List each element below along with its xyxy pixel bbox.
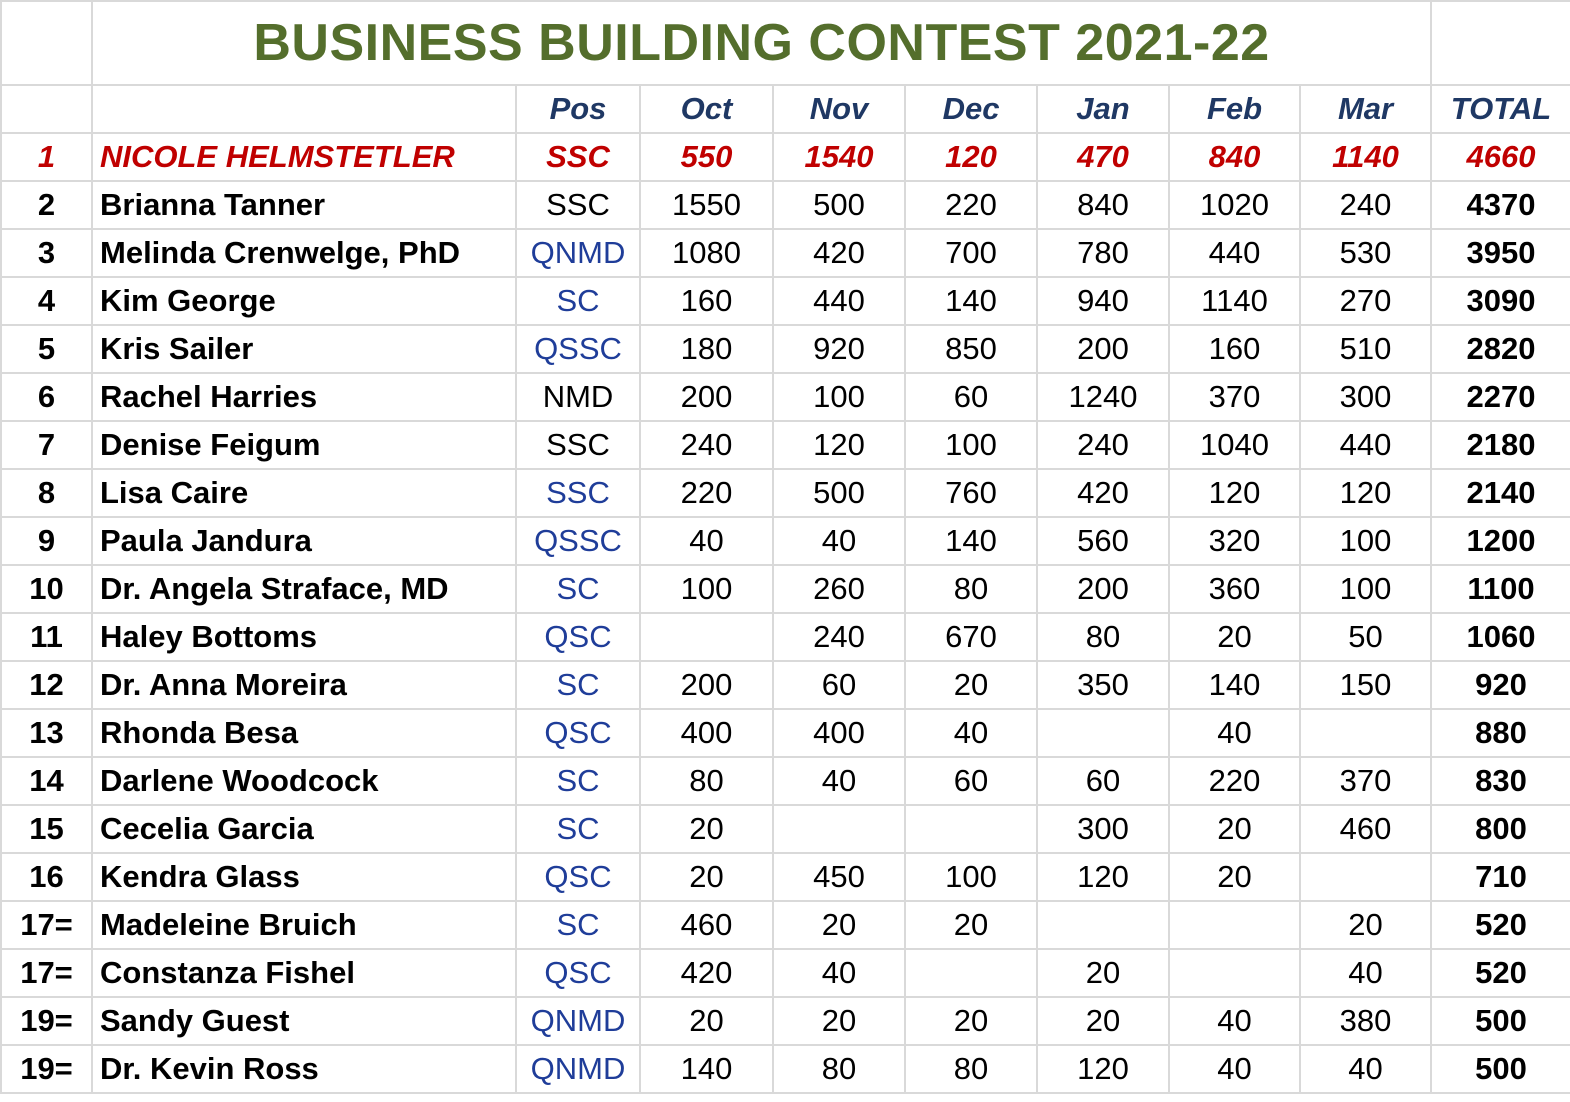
cell-dec[interactable]: 60 [905, 373, 1037, 421]
cell-mar[interactable]: 40 [1300, 949, 1431, 997]
cell-pos[interactable]: QNMD [516, 1045, 640, 1093]
cell-nov[interactable]: 40 [773, 949, 905, 997]
cell-mar[interactable]: 1140 [1300, 133, 1431, 181]
table-row [1, 661, 1570, 709]
cell-mar[interactable]: 40 [1300, 1045, 1431, 1093]
header-oct[interactable]: Oct [640, 85, 773, 133]
cell-nov[interactable]: 500 [773, 469, 905, 517]
cell-feb[interactable]: 40 [1169, 1045, 1300, 1093]
cell-name[interactable]: Denise Feigum [92, 421, 516, 469]
cell-total[interactable]: 2820 [1431, 325, 1570, 373]
cell-name[interactable]: Dr. Anna Moreira [92, 661, 516, 709]
header-pos[interactable]: Pos [516, 85, 640, 133]
cell-rank[interactable]: 1 [1, 133, 92, 181]
cell-name[interactable]: Dr. Kevin Ross [92, 1045, 516, 1093]
cell-pos[interactable]: QSSC [516, 517, 640, 565]
cell-name[interactable]: Darlene Woodcock [92, 757, 516, 805]
cell-oct[interactable]: 100 [640, 565, 773, 613]
cell-dec[interactable]: 700 [905, 229, 1037, 277]
cell-total[interactable]: 710 [1431, 853, 1570, 901]
cell-dec[interactable]: 850 [905, 325, 1037, 373]
cell-pos[interactable]: QSC [516, 949, 640, 997]
cell-nov[interactable]: 40 [773, 757, 905, 805]
cell-total[interactable]: 2140 [1431, 469, 1570, 517]
cell-nov[interactable]: 420 [773, 229, 905, 277]
cell-total[interactable]: 3950 [1431, 229, 1570, 277]
cell-oct[interactable]: 180 [640, 325, 773, 373]
cell-mar[interactable]: 240 [1300, 181, 1431, 229]
cell-jan[interactable]: 350 [1037, 661, 1169, 709]
cell-pos[interactable]: SSC [516, 181, 640, 229]
cell-rank[interactable]: 15 [1, 805, 92, 853]
cell-nov[interactable]: 450 [773, 853, 905, 901]
cell-jan[interactable]: 80 [1037, 613, 1169, 661]
header-total[interactable]: TOTAL [1431, 85, 1570, 133]
cell-mar[interactable]: 370 [1300, 757, 1431, 805]
cell-total[interactable]: 800 [1431, 805, 1570, 853]
cell-dec[interactable]: 80 [905, 565, 1037, 613]
cell-pos[interactable]: SC [516, 805, 640, 853]
cell-rank[interactable]: 11 [1, 613, 92, 661]
cell-feb[interactable]: 160 [1169, 325, 1300, 373]
header-dec[interactable]: Dec [905, 85, 1037, 133]
cell-feb[interactable]: 20 [1169, 853, 1300, 901]
cell-name[interactable]: Dr. Angela Straface, MD [92, 565, 516, 613]
cell-name[interactable]: Melinda Crenwelge, PhD [92, 229, 516, 277]
cell-feb[interactable]: 1140 [1169, 277, 1300, 325]
table-row [1, 949, 1570, 997]
cell-mar[interactable]: 50 [1300, 613, 1431, 661]
cell-pos[interactable]: QSC [516, 613, 640, 661]
cell-oct[interactable]: 200 [640, 661, 773, 709]
cell-jan[interactable]: 120 [1037, 853, 1169, 901]
cell-jan[interactable]: 940 [1037, 277, 1169, 325]
cell-total[interactable]: 3090 [1431, 277, 1570, 325]
cell-name[interactable]: Kim George [92, 277, 516, 325]
cell-pos[interactable]: SSC [516, 421, 640, 469]
table-row [1, 325, 1570, 373]
cell-oct[interactable]: 20 [640, 997, 773, 1045]
cell-rank[interactable]: 19= [1, 997, 92, 1045]
cell[interactable] [1, 85, 92, 133]
cell-nov[interactable]: 80 [773, 1045, 905, 1093]
cell-rank[interactable]: 5 [1, 325, 92, 373]
table-row [1, 805, 1570, 853]
cell-feb[interactable]: 840 [1169, 133, 1300, 181]
cell-feb[interactable]: 370 [1169, 373, 1300, 421]
cell-mar[interactable]: 380 [1300, 997, 1431, 1045]
cell-total[interactable]: 1060 [1431, 613, 1570, 661]
header-mar[interactable]: Mar [1300, 85, 1431, 133]
cell-oct[interactable]: 40 [640, 517, 773, 565]
cell-name[interactable]: Constanza Fishel [92, 949, 516, 997]
cell-rank[interactable]: 17= [1, 949, 92, 997]
header-nov[interactable]: Nov [773, 85, 905, 133]
cell-jan[interactable]: 200 [1037, 325, 1169, 373]
cell-dec[interactable]: 20 [905, 997, 1037, 1045]
cell-total[interactable]: 1200 [1431, 517, 1570, 565]
cell-jan[interactable]: 560 [1037, 517, 1169, 565]
cell-mar[interactable]: 20 [1300, 901, 1431, 949]
cell-jan[interactable]: 470 [1037, 133, 1169, 181]
cell-pos[interactable]: SC [516, 565, 640, 613]
cell-name[interactable]: Brianna Tanner [92, 181, 516, 229]
cell-total[interactable]: 520 [1431, 949, 1570, 997]
cell-feb[interactable]: 220 [1169, 757, 1300, 805]
cell-pos[interactable]: SC [516, 277, 640, 325]
table-row [1, 277, 1570, 325]
cell-rank[interactable]: 9 [1, 517, 92, 565]
cell-rank[interactable]: 16 [1, 853, 92, 901]
table-row [1, 133, 1570, 181]
cell-jan[interactable]: 420 [1037, 469, 1169, 517]
cell-mar[interactable]: 150 [1300, 661, 1431, 709]
cell-nov[interactable]: 400 [773, 709, 905, 757]
cell-nov[interactable]: 120 [773, 421, 905, 469]
header-feb[interactable]: Feb [1169, 85, 1300, 133]
cell-oct[interactable]: 1550 [640, 181, 773, 229]
cell-oct[interactable]: 400 [640, 709, 773, 757]
cell-feb[interactable]: 40 [1169, 997, 1300, 1045]
cell-mar[interactable]: 120 [1300, 469, 1431, 517]
cell[interactable] [1, 1, 92, 85]
cell-name[interactable]: Rhonda Besa [92, 709, 516, 757]
cell-dec[interactable]: 140 [905, 517, 1037, 565]
cell-feb[interactable]: 1040 [1169, 421, 1300, 469]
table-row [1, 517, 1570, 565]
table-row [1, 421, 1570, 469]
cell-oct[interactable]: 460 [640, 901, 773, 949]
cell-rank[interactable]: 3 [1, 229, 92, 277]
cell-name[interactable]: Rachel Harries [92, 373, 516, 421]
cell-dec[interactable] [905, 805, 1037, 853]
cell-mar[interactable]: 530 [1300, 229, 1431, 277]
cell-total[interactable]: 920 [1431, 661, 1570, 709]
header-jan[interactable]: Jan [1037, 85, 1169, 133]
cell-total[interactable]: 1100 [1431, 565, 1570, 613]
cell-name[interactable]: Haley Bottoms [92, 613, 516, 661]
cell-nov[interactable]: 40 [773, 517, 905, 565]
cell-pos[interactable]: SSC [516, 133, 640, 181]
cell-jan[interactable]: 780 [1037, 229, 1169, 277]
cell-dec[interactable]: 80 [905, 1045, 1037, 1093]
cell-mar[interactable]: 510 [1300, 325, 1431, 373]
cell-dec[interactable]: 60 [905, 757, 1037, 805]
cell-name[interactable]: Madeleine Bruich [92, 901, 516, 949]
cell-pos[interactable]: QSSC [516, 325, 640, 373]
table-row [1, 565, 1570, 613]
cell-jan[interactable]: 840 [1037, 181, 1169, 229]
cell-oct[interactable]: 20 [640, 853, 773, 901]
table-row [1, 469, 1570, 517]
cell-feb[interactable]: 20 [1169, 805, 1300, 853]
sheet-title[interactable]: BUSINESS BUILDING CONTEST 2021-22 [92, 1, 1431, 85]
cell-feb[interactable] [1169, 901, 1300, 949]
cell-rank[interactable]: 4 [1, 277, 92, 325]
table-row [1, 853, 1570, 901]
cell-total[interactable]: 2180 [1431, 421, 1570, 469]
cell-name[interactable]: Kris Sailer [92, 325, 516, 373]
table-row [1, 229, 1570, 277]
cell-nov[interactable]: 60 [773, 661, 905, 709]
table-row [1, 997, 1570, 1045]
cell-pos[interactable]: QSC [516, 709, 640, 757]
cell-oct[interactable]: 550 [640, 133, 773, 181]
cell-pos[interactable]: SC [516, 757, 640, 805]
cell-mar[interactable]: 460 [1300, 805, 1431, 853]
cell-feb[interactable]: 1020 [1169, 181, 1300, 229]
cell-pos[interactable]: QNMD [516, 229, 640, 277]
table-row [1, 709, 1570, 757]
cell-dec[interactable]: 670 [905, 613, 1037, 661]
cell-jan[interactable]: 1240 [1037, 373, 1169, 421]
cell-dec[interactable]: 40 [905, 709, 1037, 757]
cell-nov[interactable]: 20 [773, 901, 905, 949]
cell-nov[interactable]: 100 [773, 373, 905, 421]
cell-pos[interactable]: QNMD [516, 997, 640, 1045]
cell-jan[interactable]: 60 [1037, 757, 1169, 805]
cell-mar[interactable]: 100 [1300, 517, 1431, 565]
cell-dec[interactable]: 20 [905, 661, 1037, 709]
table-row [1, 757, 1570, 805]
cell-jan[interactable]: 200 [1037, 565, 1169, 613]
cell-feb[interactable]: 360 [1169, 565, 1300, 613]
cell-nov[interactable]: 260 [773, 565, 905, 613]
cell-pos[interactable]: SSC [516, 469, 640, 517]
table-row [1, 901, 1570, 949]
table-row [1, 1045, 1570, 1093]
cell-mar[interactable]: 100 [1300, 565, 1431, 613]
header-row [1, 85, 1570, 133]
cell-rank[interactable]: 10 [1, 565, 92, 613]
cell-nov[interactable]: 500 [773, 181, 905, 229]
cell-feb[interactable] [1169, 949, 1300, 997]
cell[interactable] [92, 85, 516, 133]
cell-mar[interactable]: 440 [1300, 421, 1431, 469]
cell-oct[interactable]: 1080 [640, 229, 773, 277]
table-row [1, 373, 1570, 421]
cell-rank[interactable]: 6 [1, 373, 92, 421]
cell-feb[interactable]: 20 [1169, 613, 1300, 661]
cell-oct[interactable] [640, 613, 773, 661]
cell-dec[interactable]: 20 [905, 901, 1037, 949]
cell-rank[interactable]: 17= [1, 901, 92, 949]
cell-oct[interactable]: 200 [640, 373, 773, 421]
cell-name[interactable]: Paula Jandura [92, 517, 516, 565]
cell-dec[interactable] [905, 949, 1037, 997]
cell-pos[interactable]: SC [516, 661, 640, 709]
cell-mar[interactable] [1300, 853, 1431, 901]
cell-oct[interactable]: 140 [640, 1045, 773, 1093]
cell-rank[interactable]: 12 [1, 661, 92, 709]
cell-oct[interactable]: 80 [640, 757, 773, 805]
cell-jan[interactable]: 240 [1037, 421, 1169, 469]
cell-nov[interactable]: 240 [773, 613, 905, 661]
cell-dec[interactable]: 760 [905, 469, 1037, 517]
cell-mar[interactable]: 300 [1300, 373, 1431, 421]
cell-name[interactable]: Kendra Glass [92, 853, 516, 901]
cell-feb[interactable]: 120 [1169, 469, 1300, 517]
cell-feb[interactable]: 440 [1169, 229, 1300, 277]
cell-mar[interactable] [1300, 709, 1431, 757]
cell-rank[interactable]: 14 [1, 757, 92, 805]
cell-feb[interactable]: 40 [1169, 709, 1300, 757]
cell-nov[interactable]: 1540 [773, 133, 905, 181]
cell-dec[interactable]: 100 [905, 853, 1037, 901]
cell-name[interactable]: Lisa Caire [92, 469, 516, 517]
cell-total[interactable]: 4660 [1431, 133, 1570, 181]
cell-dec[interactable]: 140 [905, 277, 1037, 325]
cell-total[interactable]: 520 [1431, 901, 1570, 949]
cell-oct[interactable]: 20 [640, 805, 773, 853]
table-row [1, 613, 1570, 661]
cell-name[interactable]: Cecelia Garcia [92, 805, 516, 853]
title-row [1, 1, 1570, 85]
cell-nov[interactable]: 20 [773, 997, 905, 1045]
cell[interactable] [1431, 1, 1570, 85]
cell-total[interactable]: 2270 [1431, 373, 1570, 421]
cell-jan[interactable] [1037, 709, 1169, 757]
cell-pos[interactable]: NMD [516, 373, 640, 421]
cell-dec[interactable]: 120 [905, 133, 1037, 181]
cell-rank[interactable]: 13 [1, 709, 92, 757]
table-row [1, 181, 1570, 229]
cell-total[interactable]: 830 [1431, 757, 1570, 805]
cell-rank[interactable]: 19= [1, 1045, 92, 1093]
cell-pos[interactable]: SC [516, 901, 640, 949]
cell-oct[interactable]: 160 [640, 277, 773, 325]
cell-jan[interactable]: 300 [1037, 805, 1169, 853]
cell-oct[interactable]: 420 [640, 949, 773, 997]
cell-nov[interactable]: 440 [773, 277, 905, 325]
cell-jan[interactable]: 120 [1037, 1045, 1169, 1093]
cell-rank[interactable]: 7 [1, 421, 92, 469]
cell-nov[interactable]: 920 [773, 325, 905, 373]
cell-feb[interactable]: 320 [1169, 517, 1300, 565]
cell-total[interactable]: 500 [1431, 1045, 1570, 1093]
cell-mar[interactable]: 270 [1300, 277, 1431, 325]
cell-pos[interactable]: QSC [516, 853, 640, 901]
cell-name[interactable]: Sandy Guest [92, 997, 516, 1045]
cell-dec[interactable]: 220 [905, 181, 1037, 229]
cell-dec[interactable]: 100 [905, 421, 1037, 469]
cell-jan[interactable] [1037, 901, 1169, 949]
cell-rank[interactable]: 2 [1, 181, 92, 229]
cell-total[interactable]: 4370 [1431, 181, 1570, 229]
cell-feb[interactable]: 140 [1169, 661, 1300, 709]
cell-name[interactable]: NICOLE HELMSTETLER [92, 133, 516, 181]
cell-total[interactable]: 880 [1431, 709, 1570, 757]
cell-oct[interactable]: 240 [640, 421, 773, 469]
cell-jan[interactable]: 20 [1037, 997, 1169, 1045]
cell-oct[interactable]: 220 [640, 469, 773, 517]
cell-rank[interactable]: 8 [1, 469, 92, 517]
cell-nov[interactable] [773, 805, 905, 853]
cell-jan[interactable]: 20 [1037, 949, 1169, 997]
cell-total[interactable]: 500 [1431, 997, 1570, 1045]
